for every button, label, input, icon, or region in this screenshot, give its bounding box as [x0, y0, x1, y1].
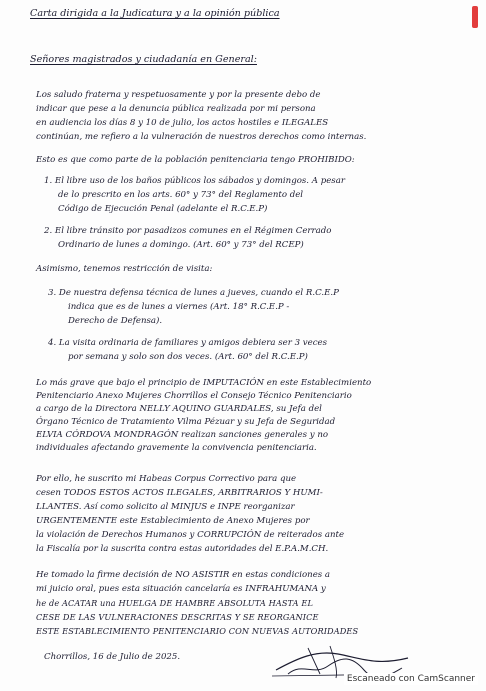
text-line: a cargo de la Directora NELLY AQUINO GUARDALES, su Jefa del — [36, 404, 322, 414]
text-line: CESE DE LAS VULNERACIONES DESCRITAS Y SE REORGANICE — [36, 612, 319, 622]
text-line: Ordinario de lunes a domingo. (Art. 60° y 73° del RCEP) — [58, 240, 304, 250]
text-line: Código de Ejecución Penal (adelante el R.C.E.P) — [58, 204, 268, 214]
text-line: 1. El libre uso de los baños públicos los sábados y domingos. A pesar — [44, 176, 345, 186]
text-line: la violación de Derechos Humanos y CORRUPCIÓN de reiterados ante — [36, 530, 345, 540]
text-line: 4. La visita ordinaria de familiares y amigos debiera ser 3 veces — [48, 338, 328, 348]
scanner-watermark: Escaneado con CamScanner — [344, 673, 478, 685]
text-line: ESTE ESTABLECIMIENTO PENITENCIARIO CON NUEVAS AUTORIDADES — [36, 626, 359, 636]
text-line: individuales afectando gravemente la convivencia penitenciaria. — [36, 443, 317, 453]
letter-title: Carta dirigida a la Judicatura y a la opinión pública — [30, 8, 280, 19]
text-line: mi juicio oral, pues esta situación cancelaría es INFRAHUMANA y — [36, 584, 326, 594]
text-line: cesen TODOS ESTOS ACTOS ILEGALES, ARBITRARIOS Y HUMI- — [36, 488, 323, 498]
text-line: URGENTEMENTE este Establecimiento de Anexo Mujeres por — [36, 516, 310, 526]
text-line: en audiencia los días 8 y 10 de julio, los actos hostiles e ILEGALES — [36, 118, 329, 128]
text-line: 3. De nuestra defensa técnica de lunes a jueves, cuando el R.C.E.P — [48, 288, 339, 298]
text-line: Penitenciario Anexo Mujeres Chorrillos el Consejo Técnico Penitenciario — [36, 391, 352, 401]
text-line: Lo más grave que bajo el principio de IMPUTACIÓN en este Establecimiento — [36, 378, 372, 388]
text-line: Derecho de Defensa). — [68, 316, 163, 326]
text-line: Los saludo fraterna y respetuosamente y por la presente debo de — [36, 90, 321, 100]
text-line: He tomado la firme decisión de NO ASISTIR en estas condiciones a — [36, 570, 331, 580]
intro-restriccion: Asimismo, tenemos restricción de visita: — [36, 264, 213, 274]
text-line: continúan, me refiero a la vulneración de nuestros derechos como internas. — [36, 132, 367, 142]
text-line: la Fiscalía por la suscrita contra estas autoridades del E.P.A.M.CH. — [36, 544, 329, 554]
text-line: por semana y solo son dos veces. (Art. 60° del R.C.E.P) — [68, 352, 308, 362]
text-line: indica que es de lunes a viernes (Art. 18° R.C.E.P - — [68, 302, 290, 312]
text-line: LLANTES. Así como solicito al MINJUS e INPE reorganizar — [36, 502, 295, 512]
text-line: Órgano Técnico de Tratamiento Vilma Pézuar y su Jefa de Seguridad — [36, 417, 336, 427]
text-line: ELVIA CÓRDOVA MONDRAGÓN realizan sanciones generales y no — [36, 430, 329, 440]
text-line: de lo prescrito en los arts. 60° y 73° del Reglamento del — [58, 190, 304, 200]
text-line: 2. El libre tránsito por pasadizos comunes en el Régimen Cerrado — [44, 226, 332, 236]
text-line: he de ACATAR una HUELGA DE HAMBRE ABSOLUTA HASTA EL — [36, 598, 313, 608]
place-date: Chorrillos, 16 de Julio de 2025. — [44, 652, 181, 662]
text-line: Por ello, he suscrito mi Habeas Corpus Correctivo para que — [36, 474, 297, 484]
intro-prohibido: Esto es que como parte de la población penitenciaria tengo PROHIBIDO: — [36, 155, 355, 165]
text-line: indicar que pese a la denuncia pública realizada por mi persona — [36, 104, 316, 114]
greeting: Señores magistrados y ciudadanía en General: — [30, 54, 257, 65]
